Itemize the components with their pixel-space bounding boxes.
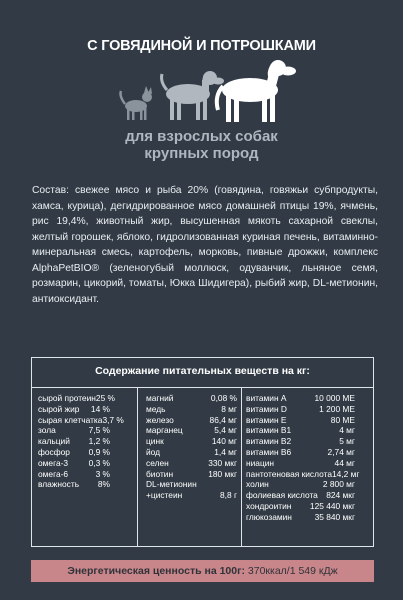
nutrients-column-minerals (146, 393, 237, 501)
nutrient-value: 125 440 мкг (309, 500, 355, 511)
nutrient-row (246, 479, 355, 490)
nutrient-name: селен (146, 457, 169, 468)
nutrient-name: +цистеин (146, 490, 183, 501)
nutrient-row (246, 468, 360, 480)
medium-dog-icon (162, 71, 224, 120)
nutrient-row (246, 415, 355, 426)
nutrient-row (38, 436, 110, 447)
nutrient-row (246, 436, 355, 447)
dog-sizes-illustration (110, 58, 300, 128)
nutrient-name: омега-3 (38, 457, 69, 468)
nutrient-row (146, 469, 237, 480)
nutrient-name: глюкозамин (246, 511, 292, 522)
nutrient-value: 14,2 мг (331, 468, 360, 479)
nutrient-name: кальций (38, 436, 70, 447)
nutrient-value: 8% (97, 479, 110, 490)
nutrient-value: 1,4 мг (214, 446, 237, 457)
nutrient-value: 8,8 г (219, 490, 237, 501)
nutrient-name: медь (146, 403, 166, 414)
nutrient-value: 3,7 % (102, 414, 124, 425)
nutrient-row (38, 479, 110, 490)
nutrient-name: DL-метионин (146, 479, 197, 490)
nutrients-column-vitamins (246, 393, 360, 523)
nutrient-row (146, 436, 237, 447)
nutrient-row (38, 393, 115, 404)
nutrient-row (246, 447, 355, 458)
nutrient-row (146, 479, 237, 490)
nutrient-row (246, 501, 355, 512)
nutrient-value: 330 мкг (208, 457, 237, 468)
nutrient-name: магний (146, 393, 174, 403)
nutrient-name: хондроитин (246, 500, 292, 511)
nutrient-row (246, 393, 355, 404)
nutrient-name: витамин B1 (246, 425, 292, 436)
nutrients-column-main (38, 393, 124, 490)
nutrient-value: 7,5 % (88, 425, 110, 436)
nutrient-name: пантотеновая кислота (246, 468, 332, 479)
nutrient-value: 0,3 % (88, 457, 110, 468)
nutrient-row (246, 458, 355, 469)
nutrient-row (246, 490, 355, 501)
nutrient-row (246, 404, 355, 415)
nutrient-value: 10 000 МЕ (314, 393, 355, 403)
energy-label: Энергетическая ценность на 100г: (67, 565, 245, 577)
nutrient-name: ниацин (246, 457, 275, 468)
nutrient-value: 14 % (90, 403, 110, 414)
nutrient-name: фосфор (38, 446, 70, 457)
subtitle-line-1: для взрослых собак (125, 128, 278, 145)
nutrient-name: сырой жир (38, 403, 80, 414)
column-divider (241, 387, 242, 546)
nutrient-row (38, 414, 124, 426)
nutrient-name: йод (146, 446, 161, 457)
nutrient-value: 3 % (95, 468, 110, 479)
nutrient-value: 86,4 мг (209, 414, 237, 425)
nutrient-value: 80 МЕ (330, 414, 355, 425)
nutrient-value: 0,08 % (210, 393, 237, 403)
nutrient-name: сырой протеин (38, 393, 96, 403)
nutrient-row (246, 425, 355, 436)
nutrient-name: зола (38, 425, 56, 436)
nutrient-name: биотин (146, 468, 174, 479)
nutrient-value: 8 мг (221, 403, 237, 414)
nutrient-row (146, 447, 237, 458)
nutrient-name: цинк (146, 436, 164, 447)
nutrient-row (146, 415, 237, 426)
nutrient-value: 180 мкг (208, 468, 237, 479)
nutrient-name: витамин A (246, 393, 287, 403)
energy-value-band (31, 560, 374, 582)
nutrient-value: 5,4 мг (214, 425, 237, 436)
nutrient-name: фолиевая кислота (246, 490, 318, 501)
page-title: С ГОВЯДИНОЙ И ПОТРОШКАМИ (87, 38, 316, 54)
composition-text: Состав: свежее мясо и рыба 20% (говядина, говяжьи субпродукты, хамса, курица), дегидрированное мясо домашней птицы 19%, ячмень, рис 19,4%, животный жир, высушенная мякоть сахарной свеклы, желтый горошек, яблоко, гидролизованная куриная печень, витаминно-минеральная смесь, картофель, морковь, пивные дрожжи, комплекс AlphaPetBIO® (зеленогубый моллюск, одуванчик, льняное семя, розмарин, цикорий, томаты, Юкка Шидигера), рыбий жир, DL-метионин, антиоксидант. (32, 185, 378, 305)
large-dog-icon (217, 60, 296, 122)
nutrient-name: витамин B2 (246, 436, 292, 447)
nutrient-row (246, 512, 355, 523)
nutrient-value: 2 800 мг (322, 479, 355, 490)
nutrient-value: 0,9 % (88, 446, 110, 457)
nutrient-value: 4 мг (339, 425, 355, 436)
nutrient-row (146, 393, 237, 404)
nutrient-row (38, 469, 110, 480)
nutrient-name: марганец (146, 425, 183, 436)
nutrient-value: 35 840 мкг (314, 511, 355, 522)
nutrient-row (146, 490, 237, 501)
nutrient-row (146, 425, 237, 436)
nutrient-row (146, 458, 237, 469)
nutrient-row (38, 404, 110, 415)
energy-value: 370ккал/1 549 кДж (247, 565, 338, 577)
nutrient-name: сырая клетчатка (38, 414, 103, 425)
column-divider (137, 387, 138, 546)
nutrient-value: 2,74 мг (327, 446, 355, 457)
nutrient-value: 140 мг (211, 436, 237, 447)
nutrient-row (146, 404, 237, 415)
nutrient-name: витамин B6 (246, 446, 292, 457)
nutrient-name: холин (246, 479, 269, 490)
nutrient-name: витамин E (246, 414, 287, 425)
nutrient-value: 1 200 МЕ (319, 403, 355, 414)
nutrient-value: 25 % (95, 393, 115, 403)
nutrient-value: 5 мг (339, 436, 355, 447)
nutrient-row (38, 425, 110, 436)
nutrients-divider (32, 387, 373, 388)
nutrient-row (38, 458, 110, 469)
nutrient-value: 1,2 % (88, 436, 110, 447)
nutrient-value: 824 мкг (326, 490, 355, 501)
nutrient-name: витамин D (246, 403, 287, 414)
small-dog-icon (121, 86, 153, 120)
nutrient-name: влажность (38, 479, 80, 490)
nutrient-value: 44 мг (334, 457, 355, 468)
nutrients-table (31, 357, 374, 547)
subtitle (0, 128, 403, 162)
subtitle-line-2: крупных пород (144, 145, 259, 162)
nutrient-row (38, 447, 110, 458)
nutrient-name: железо (146, 414, 174, 425)
nutrient-name: омега-6 (38, 468, 69, 479)
nutrients-title: Содержание питательных веществ на кг: (95, 365, 310, 377)
